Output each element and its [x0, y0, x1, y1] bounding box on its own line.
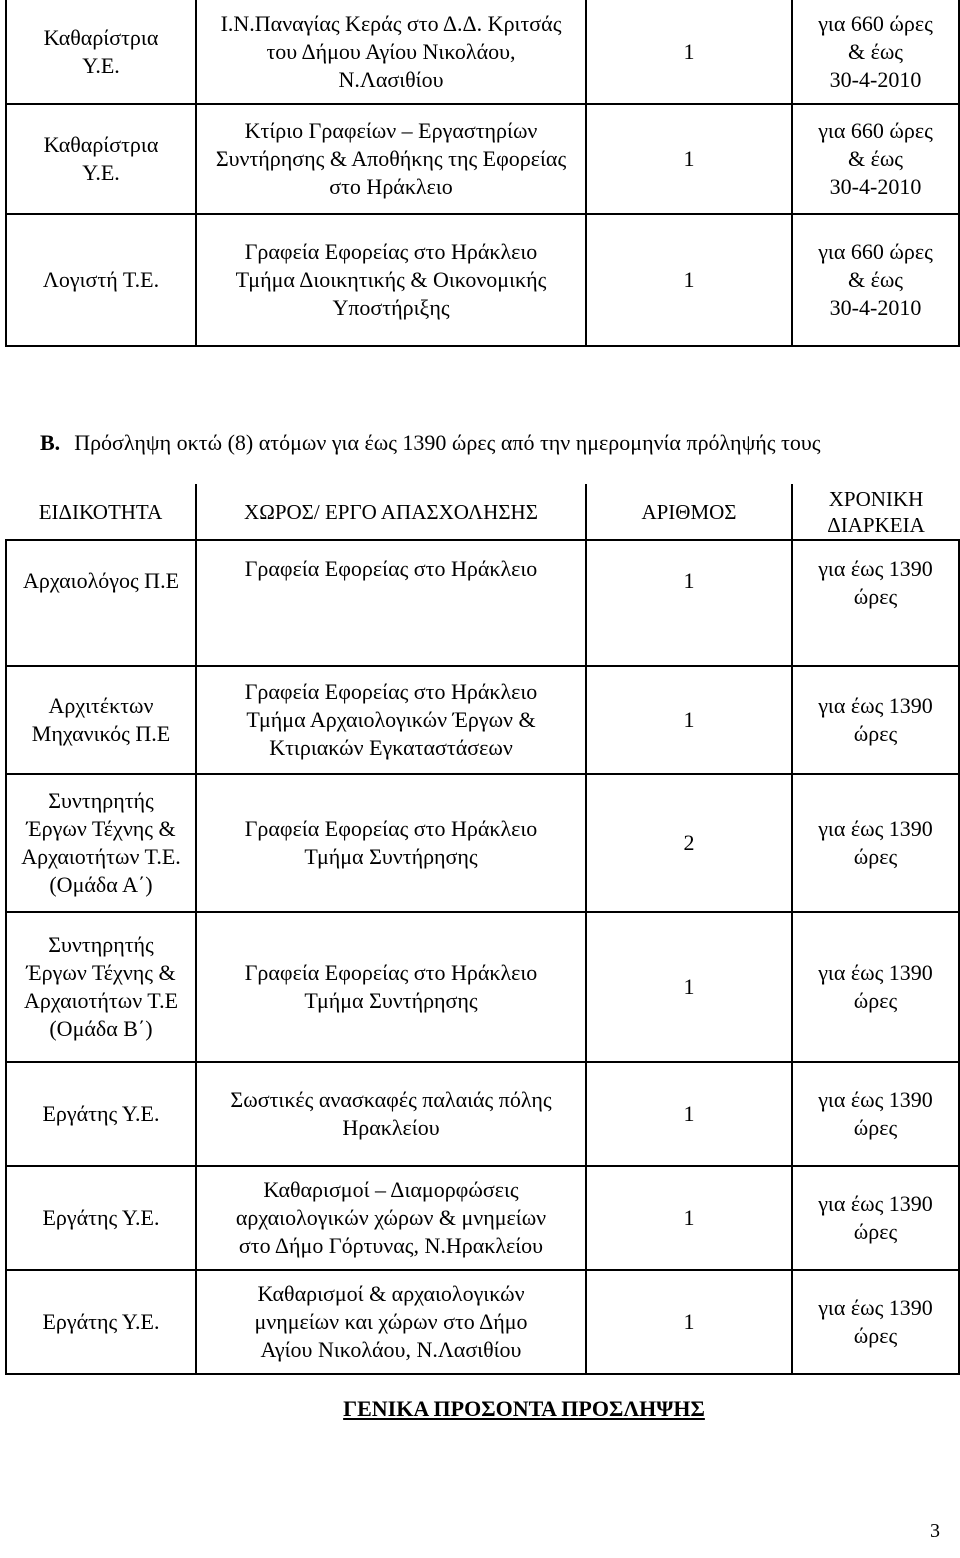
table-row: [6, 774, 959, 912]
count-cell: 1: [586, 1270, 792, 1374]
duration-cell: για έως 1390 ώρες: [792, 774, 959, 912]
specialty-cell: Λογιστή Τ.Ε.: [6, 214, 196, 346]
header-specialty: ΕΙΔΙΚΟΤΗΤΑ: [6, 484, 196, 540]
specialty-cell: Εργάτης Υ.Ε.: [6, 1166, 196, 1270]
duration-cell: για 660 ώρες & έως 30-4-2010: [792, 104, 959, 214]
duration-cell: για έως 1390 ώρες: [792, 1062, 959, 1166]
place-cell: Σωστικές ανασκαφές παλαιάς πόλης Ηρακλείου: [196, 1062, 586, 1166]
place-cell: Ι.Ν.Παναγίας Κεράς στο Δ.Δ. Κριτσάς του Δήμου Αγίου Νικολάου, Ν.Λασιθίου: [196, 0, 586, 104]
place-cell: Γραφεία Εφορείας στο Ηράκλειο Τμήμα Αρχαιολογικών Έργων & Κτιριακών Εγκαταστάσεων: [196, 666, 586, 774]
count-cell: 1: [586, 0, 792, 104]
positions-table-a: [5, 0, 960, 347]
specialty-cell: Καθαρίστρια Υ.Ε.: [6, 104, 196, 214]
general-qualifications-heading: ΓΕΝΙΚΑ ΠΡΟΣΟΝΤΑ ΠΡΟΣΛΗΨΗΣ: [343, 1396, 705, 1421]
place-cell: Γραφεία Εφορείας στο Ηράκλειο: [196, 540, 586, 666]
table-row: [6, 1166, 959, 1270]
specialty-cell: Εργάτης Υ.Ε.: [6, 1062, 196, 1166]
table-row: [6, 214, 959, 346]
table-row: [6, 912, 959, 1062]
count-cell: 1: [586, 104, 792, 214]
place-cell: Κτίριο Γραφείων – Εργαστηρίων Συντήρησης & Αποθήκης της Εφορείας στο Ηράκλειο: [196, 104, 586, 214]
duration-cell: για έως 1390 ώρες: [792, 912, 959, 1062]
count-cell: 1: [586, 1062, 792, 1166]
specialty-cell: Συντηρητής Έργων Τέχνης & Αρχαιοτήτων Τ.Ε (Ομάδα Β΄): [6, 912, 196, 1062]
count-cell: 1: [586, 540, 792, 666]
page-number: 3: [930, 1520, 940, 1542]
duration-cell: για έως 1390 ώρες: [792, 1270, 959, 1374]
header-place: ΧΩΡΟΣ/ ΕΡΓΟ ΑΠΑΣΧΟΛΗΣΗΣ: [196, 484, 586, 540]
table-row: [6, 104, 959, 214]
specialty-cell: Αρχαιολόγος Π.Ε: [6, 540, 196, 666]
table-row: [6, 1062, 959, 1166]
specialty-cell: Συντηρητής Έργων Τέχνης & Αρχαιοτήτων Τ.Ε. (Ομάδα Α΄): [6, 774, 196, 912]
header-count: ΑΡΙΘΜΟΣ: [586, 484, 792, 540]
place-cell: Καθαρισμοί – Διαμορφώσεις αρχαιολογικών χώρων & μνημείων στο Δήμο Γόρτυνας, Ν.Ηρακλείου: [196, 1166, 586, 1270]
duration-cell: για έως 1390 ώρες: [792, 1166, 959, 1270]
count-cell: 1: [586, 1166, 792, 1270]
place-cell: Γραφεία Εφορείας στο Ηράκλειο Τμήμα Συντήρησης: [196, 912, 586, 1062]
section-title: Πρόσληψη οκτώ (8) ατόμων για έως 1390 ώρες από την ημερομηνία πρόληψής τους: [74, 430, 821, 455]
count-cell: 1: [586, 214, 792, 346]
duration-cell: για έως 1390 ώρες: [792, 540, 959, 666]
duration-cell: για 660 ώρες & έως 30-4-2010: [792, 214, 959, 346]
table-row: [6, 1270, 959, 1374]
header-duration: ΧΡΟΝΙΚΗ ΔΙΑΡΚΕΙΑ: [792, 484, 959, 540]
count-cell: 1: [586, 912, 792, 1062]
table-row: [6, 666, 959, 774]
specialty-cell: Αρχιτέκτων Μηχανικός Π.Ε: [6, 666, 196, 774]
place-cell: Καθαρισμοί & αρχαιολογικών μνημείων και χώρων στο Δήμο Αγίου Νικολάου, Ν.Λασιθίου: [196, 1270, 586, 1374]
table-row: [6, 0, 959, 104]
duration-cell: για έως 1390 ώρες: [792, 666, 959, 774]
place-cell: Γραφεία Εφορείας στο Ηράκλειο Τμήμα Διοικητικής & Οικονομικής Υποστήριξης: [196, 214, 586, 346]
positions-table-b: [5, 484, 960, 1375]
count-cell: 1: [586, 666, 792, 774]
table-row: [6, 540, 959, 666]
section-letter: Β.: [40, 430, 61, 455]
specialty-cell: Εργάτης Υ.Ε.: [6, 1270, 196, 1374]
specialty-cell: Καθαρίστρια Υ.Ε.: [6, 0, 196, 104]
table-header-row: [6, 484, 959, 540]
place-cell: Γραφεία Εφορείας στο Ηράκλειο Τμήμα Συντήρησης: [196, 774, 586, 912]
section-b-heading: [40, 430, 820, 456]
duration-cell: για 660 ώρες & έως 30-4-2010: [792, 0, 959, 104]
count-cell: 2: [586, 774, 792, 912]
